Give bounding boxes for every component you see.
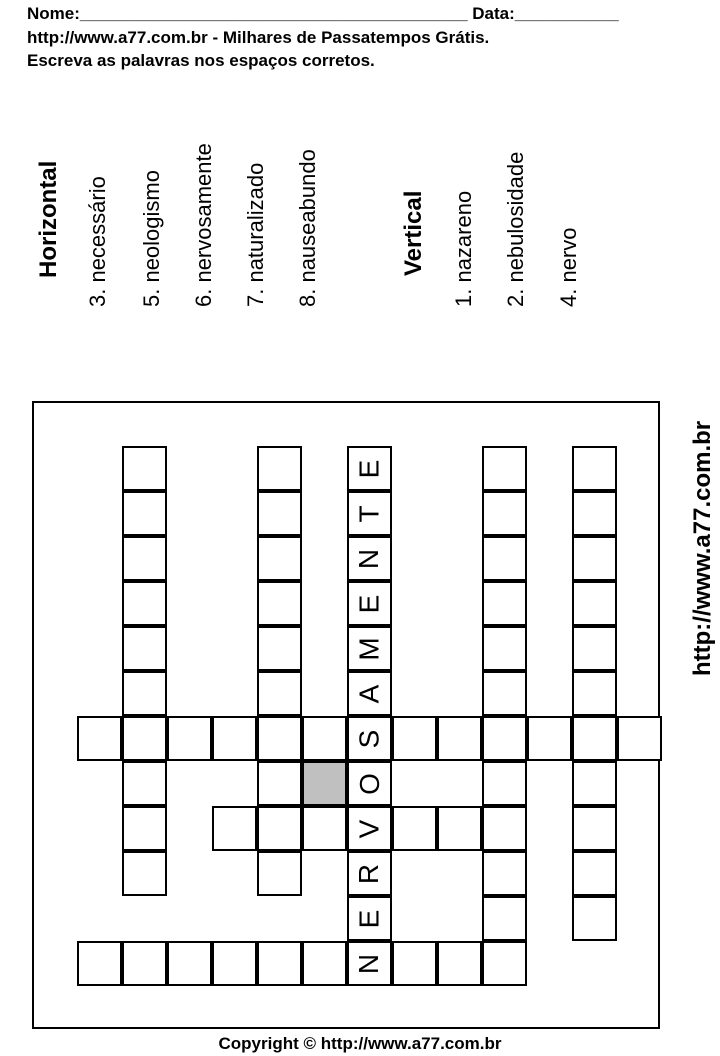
grid-cell[interactable]	[572, 626, 617, 671]
grid-cell[interactable]	[482, 716, 527, 761]
grid-cell[interactable]	[347, 626, 392, 671]
grid-cell[interactable]	[347, 806, 392, 851]
grid-cell[interactable]	[347, 896, 392, 941]
grid-cell[interactable]	[167, 941, 212, 986]
cell-letter: O	[353, 772, 385, 795]
grid-cell[interactable]	[437, 716, 482, 761]
side-url: http://www.a77.com.br	[689, 420, 716, 676]
cell-letter: R	[353, 863, 385, 884]
grid-cell[interactable]	[392, 806, 437, 851]
grid-cell[interactable]	[302, 716, 347, 761]
clue-horizontal-5: 5. neologismo	[139, 170, 164, 307]
grid-cell[interactable]	[572, 716, 617, 761]
clue-horizontal-8: 8. nauseabundo	[295, 149, 320, 307]
grid-cell[interactable]	[122, 626, 167, 671]
grid-cell[interactable]	[482, 806, 527, 851]
grid-cell[interactable]	[122, 851, 167, 896]
grid-cell[interactable]	[122, 941, 167, 986]
grid-cell[interactable]	[572, 671, 617, 716]
grid-cell[interactable]	[122, 671, 167, 716]
grid-cell[interactable]	[257, 941, 302, 986]
grid-cell[interactable]	[482, 761, 527, 806]
grid-cell[interactable]	[617, 716, 662, 761]
grid-cell[interactable]	[122, 491, 167, 536]
grid-cell[interactable]	[347, 446, 392, 491]
grid-cell[interactable]	[302, 806, 347, 851]
grid-cell[interactable]	[77, 716, 122, 761]
grid-cell[interactable]	[257, 851, 302, 896]
grid-cell[interactable]	[212, 716, 257, 761]
cell-letter: N	[353, 953, 385, 974]
shaded-cell[interactable]	[302, 761, 347, 806]
grid-cell[interactable]	[572, 491, 617, 536]
grid-cell[interactable]	[122, 806, 167, 851]
grid-cell[interactable]	[347, 716, 392, 761]
grid-cell[interactable]	[437, 806, 482, 851]
grid-cell[interactable]	[347, 941, 392, 986]
grid-cell[interactable]	[392, 716, 437, 761]
name-date-line: Nome:_________________________________________ Data:___________	[27, 4, 619, 23]
grid-cell[interactable]	[257, 716, 302, 761]
grid-cell[interactable]	[572, 761, 617, 806]
grid-cell[interactable]	[77, 941, 122, 986]
grid-cell[interactable]	[257, 761, 302, 806]
clue-horizontal-6: 6. nervosamente	[191, 143, 216, 307]
grid-cell[interactable]	[122, 716, 167, 761]
grid-cell[interactable]	[257, 581, 302, 626]
grid-cell[interactable]	[347, 851, 392, 896]
grid-cell[interactable]	[257, 536, 302, 581]
grid-cell[interactable]	[257, 671, 302, 716]
grid-cell[interactable]	[572, 446, 617, 491]
grid-cell[interactable]	[257, 446, 302, 491]
grid-cell[interactable]	[257, 806, 302, 851]
cell-letter: A	[353, 684, 385, 703]
copyright-footer: Copyright © http://www.a77.com.br	[218, 1034, 502, 1053]
cell-letter: S	[353, 729, 385, 748]
grid-cell[interactable]	[527, 716, 572, 761]
grid-cell[interactable]	[347, 581, 392, 626]
grid-cell[interactable]	[437, 941, 482, 986]
grid-cell[interactable]	[392, 941, 437, 986]
grid-cell[interactable]	[482, 671, 527, 716]
grid-cell[interactable]	[482, 446, 527, 491]
cell-letter: N	[353, 548, 385, 569]
grid-cell[interactable]	[347, 761, 392, 806]
clue-vertical-2: 2. nebulosidade	[503, 151, 528, 307]
grid-cell[interactable]	[482, 941, 527, 986]
cell-letter: E	[353, 594, 385, 613]
grid-cell[interactable]	[122, 536, 167, 581]
cell-letter: E	[353, 459, 385, 478]
grid-cell[interactable]	[572, 806, 617, 851]
grid-cell[interactable]	[482, 851, 527, 896]
cell-letter: V	[353, 819, 385, 838]
grid-cell[interactable]	[347, 536, 392, 581]
grid-cell[interactable]	[212, 941, 257, 986]
grid-cell[interactable]	[572, 896, 617, 941]
cell-letter: E	[353, 909, 385, 928]
grid-cell[interactable]	[482, 581, 527, 626]
grid-cell[interactable]	[572, 581, 617, 626]
cell-letter: M	[353, 636, 385, 661]
clue-horizontal-3: 3. necessário	[85, 176, 110, 307]
grid-cell[interactable]	[167, 716, 212, 761]
grid-cell[interactable]	[347, 671, 392, 716]
clue-vertical-1: 1. nazareno	[451, 190, 476, 307]
horizontal-heading: Horizontal	[35, 160, 62, 278]
grid-cell[interactable]	[482, 626, 527, 671]
instruction-text: Escreva as palavras nos espaços corretos.	[27, 51, 375, 70]
cell-letter: T	[353, 504, 385, 523]
grid-cell[interactable]	[482, 896, 527, 941]
grid-cell[interactable]	[572, 536, 617, 581]
clue-vertical-4: 4. nervo	[556, 227, 581, 307]
grid-cell[interactable]	[122, 761, 167, 806]
grid-cell[interactable]	[347, 491, 392, 536]
grid-cell[interactable]	[212, 806, 257, 851]
grid-cell[interactable]	[302, 941, 347, 986]
grid-cell[interactable]	[122, 446, 167, 491]
vertical-heading: Vertical	[400, 190, 427, 276]
grid-cell[interactable]	[572, 851, 617, 896]
grid-cell[interactable]	[482, 536, 527, 581]
clue-horizontal-7: 7. naturalizado	[243, 162, 268, 307]
site-line: http://www.a77.com.br - Milhares de Passatempos Grátis.	[27, 28, 490, 47]
grid-cell[interactable]	[482, 491, 527, 536]
grid-cell[interactable]	[257, 626, 302, 671]
grid-cell[interactable]	[257, 491, 302, 536]
grid-cell[interactable]	[122, 581, 167, 626]
